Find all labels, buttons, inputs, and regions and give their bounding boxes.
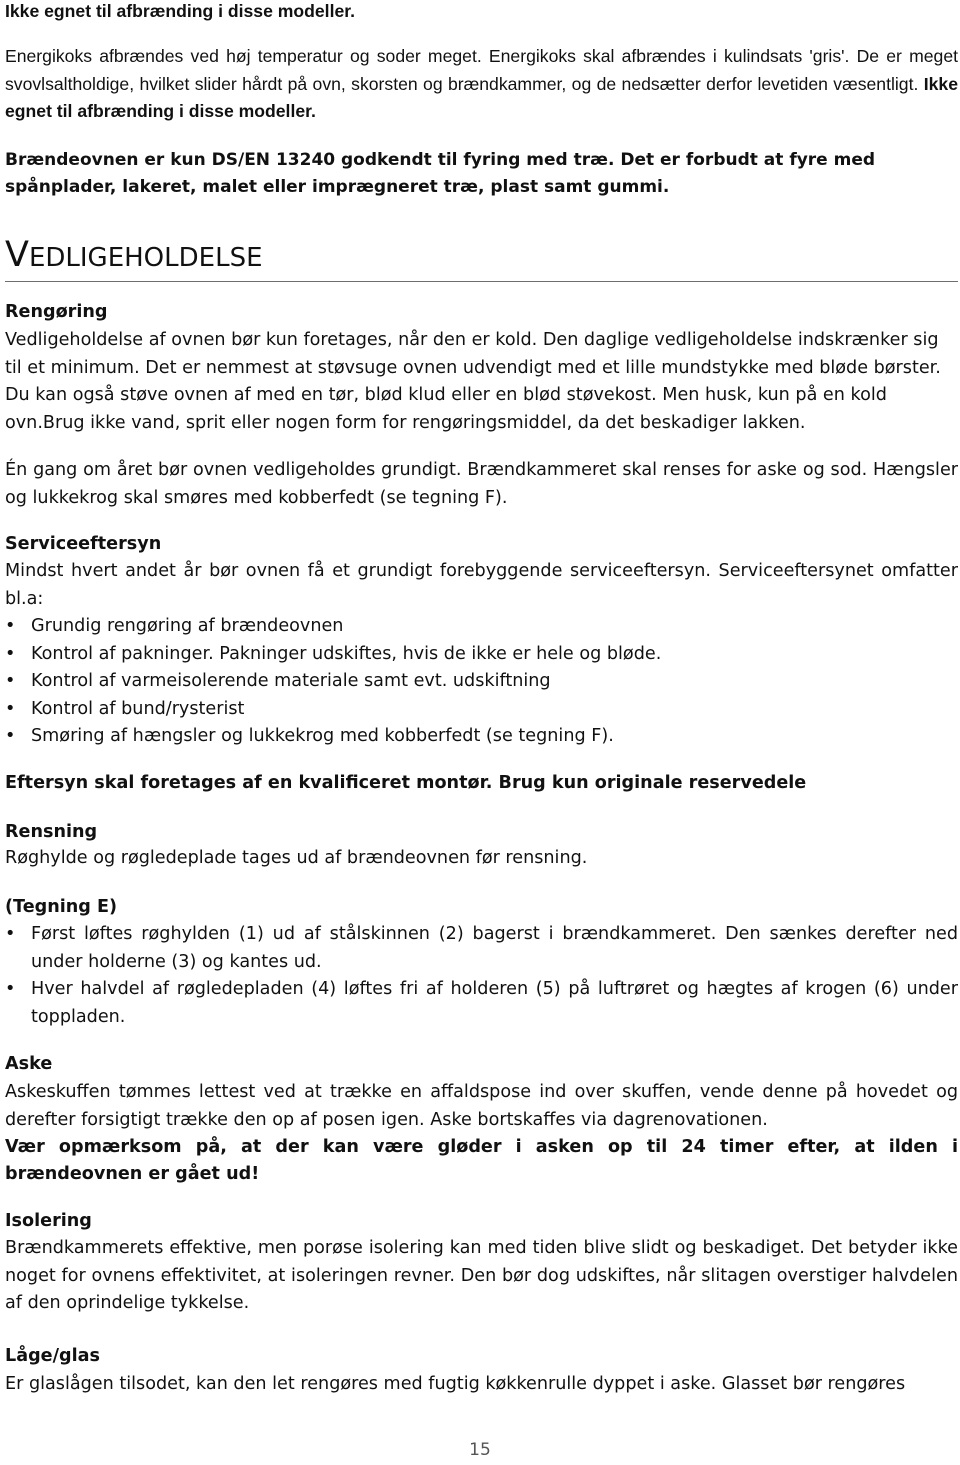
rengoring-paragraph-1: Vedligeholdelse af ovnen bør kun foretages, når den er kold. Den daglige vedligeholdelse indskrænker sig til et minimum. Det er nemmest at støvsuge ovnen udvendigt med et lille mundstykke med bløde børster. Du kan også støve ovnen af med en tør, blød klud eller en blød støvekost. Men husk, kun på en kold ovn.Brug ikke vand, sprit eller nogen form for rengøringsmiddel, da det beskadiger lakken.	[5, 330, 941, 433]
laage-paragraph: Er glaslågen tilsodet, kan den let rengøres med fugtig køkkenrulle dyppet i aske. Glasset bør rengøres	[5, 1374, 906, 1394]
approval-notice-a: Brændeovnen er kun DS/EN 13240 godkendt til fyring med træ.	[5, 150, 615, 170]
rensning-title: Rensning	[5, 822, 98, 842]
rensning-subtitle: (Tegning E)	[5, 897, 118, 917]
list-item: • Kontrol af bund/rysterist	[5, 696, 958, 724]
list-item: • Hver halvdel af røgledepladen (4) løftes fri af holderen (5) på luftrøret og hægtes af krogen (6) under toppladen.	[5, 976, 958, 1031]
rengoring-title: Rengøring	[5, 302, 108, 322]
service-notice: Eftersyn skal foretages af en kvalificeret montør. Brug kun originale reservedele	[5, 773, 807, 793]
laage-title: Låge/glas	[5, 1346, 101, 1366]
section-title-initial: V	[5, 235, 29, 275]
isolering-title: Isolering	[5, 1211, 92, 1231]
approval-notice-b: Det er forbudt at fyre med spånplader, lakeret, malet eller imprægneret træ, plast samt gummi.	[5, 150, 876, 197]
section-title-rest: EDLIGEHOLDELSE	[28, 243, 263, 273]
list-item: • Først løftes røghylden (1) ud af stålskinnen (2) bagerst i brændkammeret. Den sænkes derefter ned under holderne (3) og kantes ud.	[5, 921, 958, 976]
list-item: • Grundig rengøring af brændeovnen	[5, 613, 958, 641]
section-title	[5, 236, 958, 280]
service-list	[5, 613, 958, 751]
fuel-paragraph-bold: Ikke egnet til afbrænding i disse modeller.	[5, 73, 958, 121]
rengoring-paragraph-2: Én gang om året bør ovnen vedligeholdes grundigt. Brændkammeret skal renses for aske og sod. Hængsler og lukkekrog skal smøres med kobberfedt (se tegning F).	[5, 460, 958, 508]
page-number: 15	[469, 1440, 491, 1460]
fuel-paragraph-text: Energikoks afbrændes ved høj temperatur og soder meget. Energikoks skal afbrændes i kulindsats 'gris'. De er meget svovlsaltholdige, hvilket slider hårdt på ovn, skorsten og brændkammer, og de nedsætter derfor levetiden væsentligt.	[5, 46, 958, 94]
service-title: Serviceeftersyn	[5, 534, 162, 554]
aske-title: Aske	[5, 1054, 53, 1074]
section-divider	[5, 281, 958, 282]
list-item: • Kontrol af varmeisolerende materiale samt evt. udskiftning	[5, 668, 958, 696]
rensning-list	[5, 921, 958, 1031]
service-intro: Mindst hvert andet år bør ovnen få et grundigt forebyggende serviceeftersyn. Serviceeftersynet omfatter bl.a:	[5, 561, 958, 609]
top-heading: Ikke egnet til afbrænding i disse modeller.	[5, 1, 356, 21]
isolering-paragraph: Brændkammerets effektive, men porøse isolering kan med tiden blive slidt og beskadiget. Det betyder ikke noget for ovnens effektivitet, at isoleringen revner. Den bør dog udskiftes, når slitagen overstiger halvdelen af den oprindelige tykkelse.	[5, 1238, 958, 1313]
aske-paragraph: Askeskuffen tømmes lettest ved at trække en affaldspose ind over skuffen, vende denne på hovedet og derefter forsigtigt trække den op af posen igen. Aske bortskaffes via dagrenovationen.	[5, 1082, 958, 1130]
list-item: • Kontrol af pakninger. Pakninger udskiftes, hvis de ikke er hele og bløde.	[5, 641, 958, 669]
rensning-paragraph: Røghylde og røgledeplade tages ud af brændeovnen før rensning.	[5, 848, 588, 868]
fuel-paragraph	[5, 43, 958, 126]
aske-warning: Vær opmærksom på, at der kan være gløder i asken op til 24 timer efter, at ilden i brændeovnen er gået ud!	[5, 1137, 958, 1184]
list-item: • Smøring af hængsler og lukkekrog med kobberfedt (se tegning F).	[5, 723, 958, 751]
approval-notice	[5, 147, 958, 201]
